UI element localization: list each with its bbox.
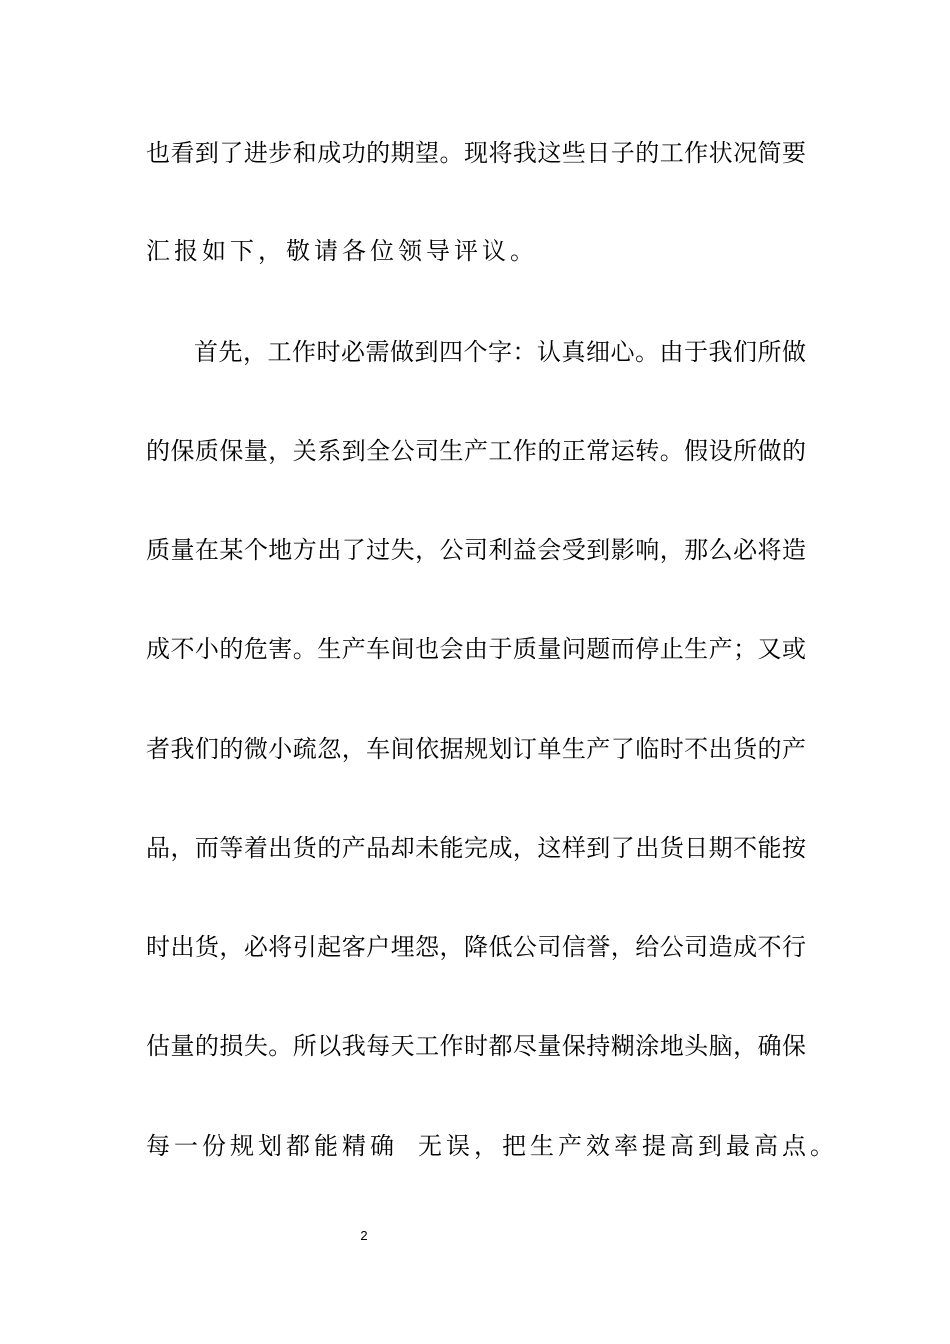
text-line: 成不小的危害。生产车间也会由于质量问题而停止生产；又或 [146,635,806,663]
text-line: 的保质保量，关系到全公司生产工作的正常运转。假设所做的 [146,437,806,465]
text-line-part: 无误，把生产效率提高到最高点。 [418,1132,838,1160]
text-line-part: 每一份规划都能精确 [146,1132,398,1160]
text-line: 汇报如下，敬请各位领导评议。 [146,237,538,265]
page-number: 2 [360,1228,368,1243]
paragraph-first-line: 首先，工作时必需做到四个字：认真细心。由于我们所做 [194,338,806,366]
text-line: 品，而等着出货的产品却未能完成，这样到了出货日期不能按 [146,834,806,862]
text-line: 也看到了进步和成功的期望。现将我这些日子的工作状况简要 [146,139,806,167]
text-line: 质量在某个地方出了过失，公司利益会受到影响，那么必将造 [146,536,806,564]
text-line: 者我们的微小疏忽，车间依据规划订单生产了临时不出货的产 [146,735,806,763]
text-line: 时出货，必将引起客户埋怨，降低公司信誉，给公司造成不行 [146,933,806,961]
text-line: 估量的损失。所以我每天工作时都尽量保持糊涂地头脑，确保 [146,1032,806,1060]
